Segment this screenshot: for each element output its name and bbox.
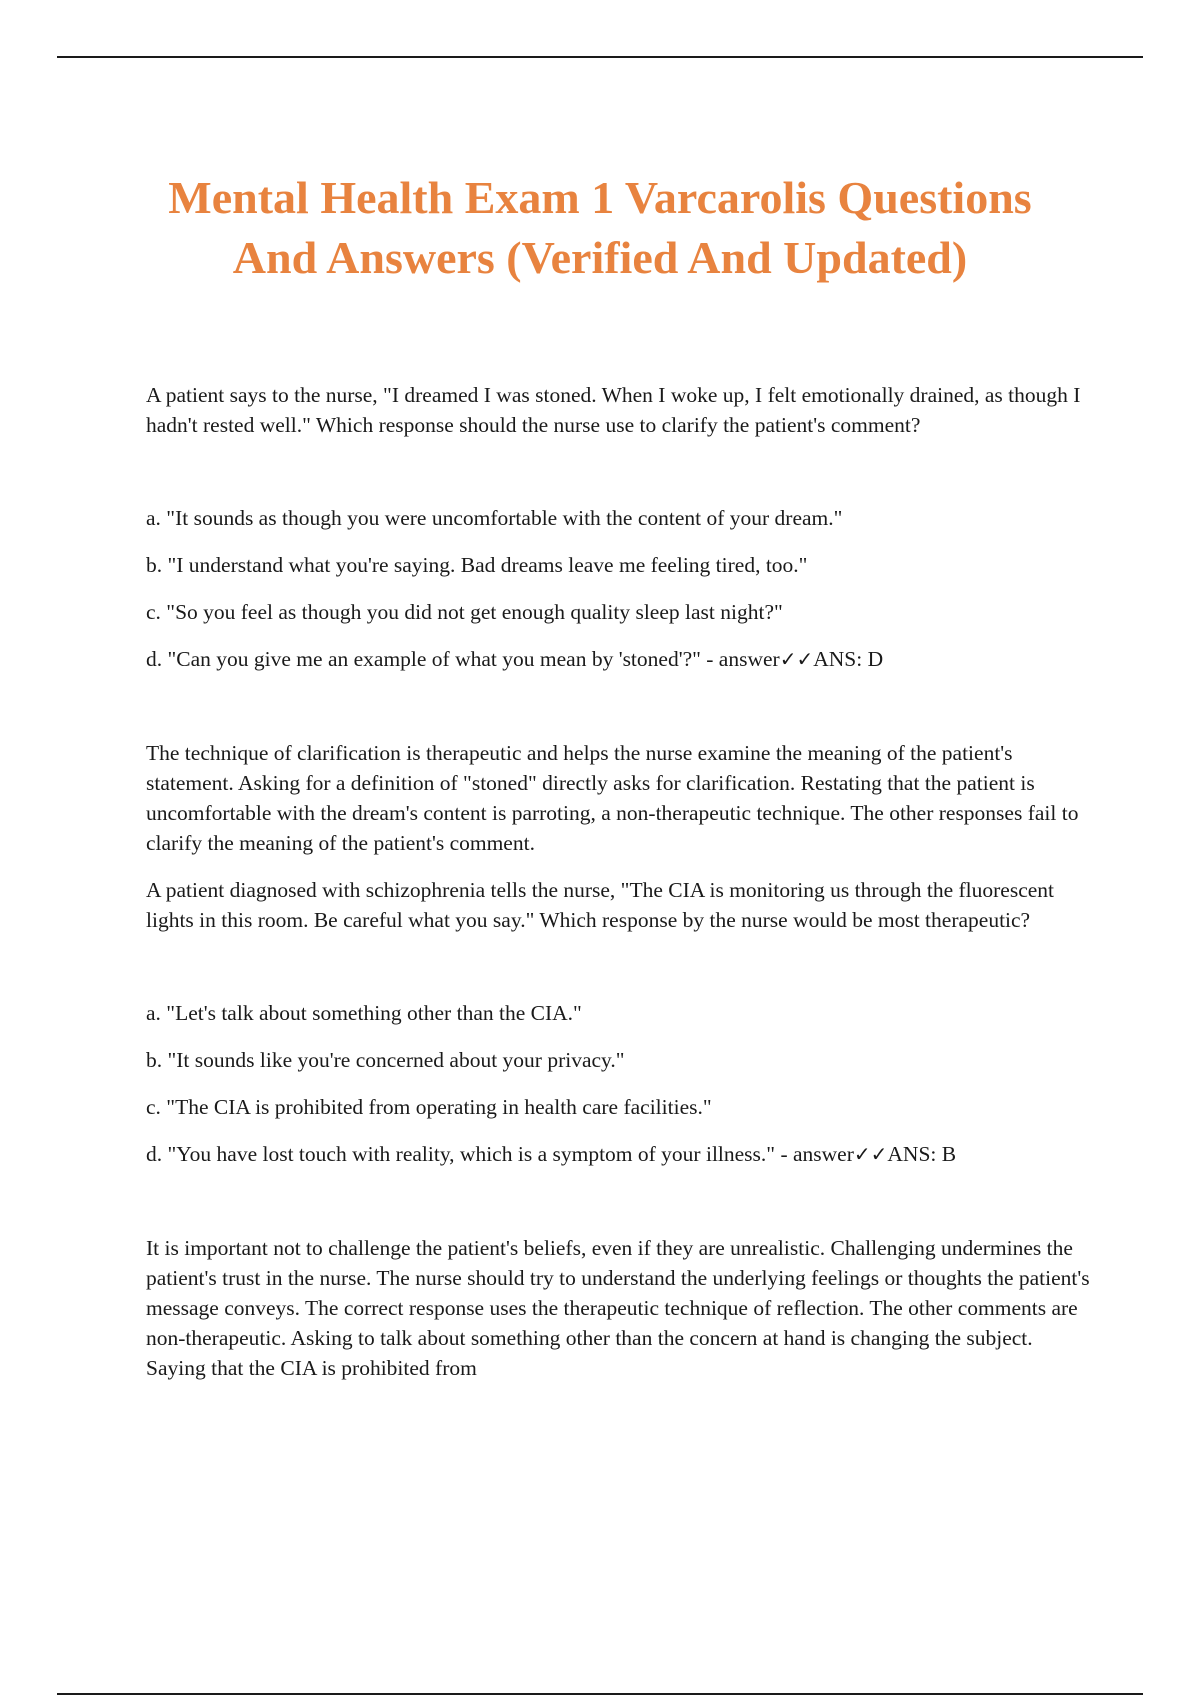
title-line-2: And Answers (Verified And Updated) bbox=[232, 232, 968, 283]
check-mark-icon: ✓✓ bbox=[853, 1142, 888, 1166]
top-rule bbox=[57, 56, 1143, 58]
title-line-1: Mental Health Exam 1 Varcarolis Questions bbox=[168, 172, 1032, 223]
question-1-option-a: a. "It sounds as though you were uncomfortable with the content of your dream." bbox=[146, 506, 843, 530]
bottom-rule bbox=[57, 1693, 1143, 1695]
question-1-rationale: The technique of clarification is therapeutic and helps the nurse examine the meaning of the patient's statement. Asking for a definition of "stoned" directly asks for clarification. Restating that the patient is uncomfortable with the dream's content is parroting, a non-therapeutic technique. The other responses fail to clarify the meaning of the patient's comment. bbox=[146, 741, 1079, 855]
question-2-answer: ANS: B bbox=[887, 1142, 957, 1166]
question-2-option-d-text: d. "You have lost touch with reality, which is a symptom of your illness." - answer bbox=[146, 1142, 854, 1166]
question-2-option-d bbox=[146, 1139, 1096, 1169]
question-2-option-c: c. "The CIA is prohibited from operating in health care facilities." bbox=[146, 1095, 712, 1119]
question-1-option-d bbox=[146, 644, 1096, 674]
question-1-option-d-text: d. "Can you give me an example of what you mean by 'stoned'?" - answer bbox=[146, 647, 780, 671]
check-mark-icon: ✓✓ bbox=[779, 647, 814, 671]
document-body bbox=[146, 380, 1096, 1400]
document-title bbox=[100, 168, 1100, 288]
question-2: A patient diagnosed with schizophrenia tells the nurse, "The CIA is monitoring us through the fluorescent lights in this room. Be careful what you say." Which response by the nurse would be most therapeutic? bbox=[146, 878, 1055, 932]
question-1-answer: ANS: D bbox=[813, 647, 884, 671]
question-1-option-b: b. "I understand what you're saying. Bad dreams leave me feeling tired, too." bbox=[146, 553, 808, 577]
question-2-option-a: a. "Let's talk about something other than the CIA." bbox=[146, 1001, 582, 1025]
question-1: A patient says to the nurse, "I dreamed I was stoned. When I woke up, I felt emotionally drained, as though I hadn't rested well." Which response should the nurse use to clarify the patient's comment? bbox=[146, 383, 1081, 437]
question-1-option-c: c. "So you feel as though you did not get enough quality sleep last night?" bbox=[146, 600, 783, 624]
question-2-rationale: It is important not to challenge the patient's beliefs, even if they are unrealistic. Challenging undermines the patient's trust in the nurse. The nurse should try to understand the underlying feelings or thoughts the patient's message conveys. The correct response uses the therapeutic technique of reflection. The other comments are non-therapeutic. Asking to talk about something other than the concern at hand is changing the subject. Saying that the CIA is prohibited from bbox=[146, 1236, 1090, 1380]
question-2-option-b: b. "It sounds like you're concerned about your privacy." bbox=[146, 1048, 625, 1072]
